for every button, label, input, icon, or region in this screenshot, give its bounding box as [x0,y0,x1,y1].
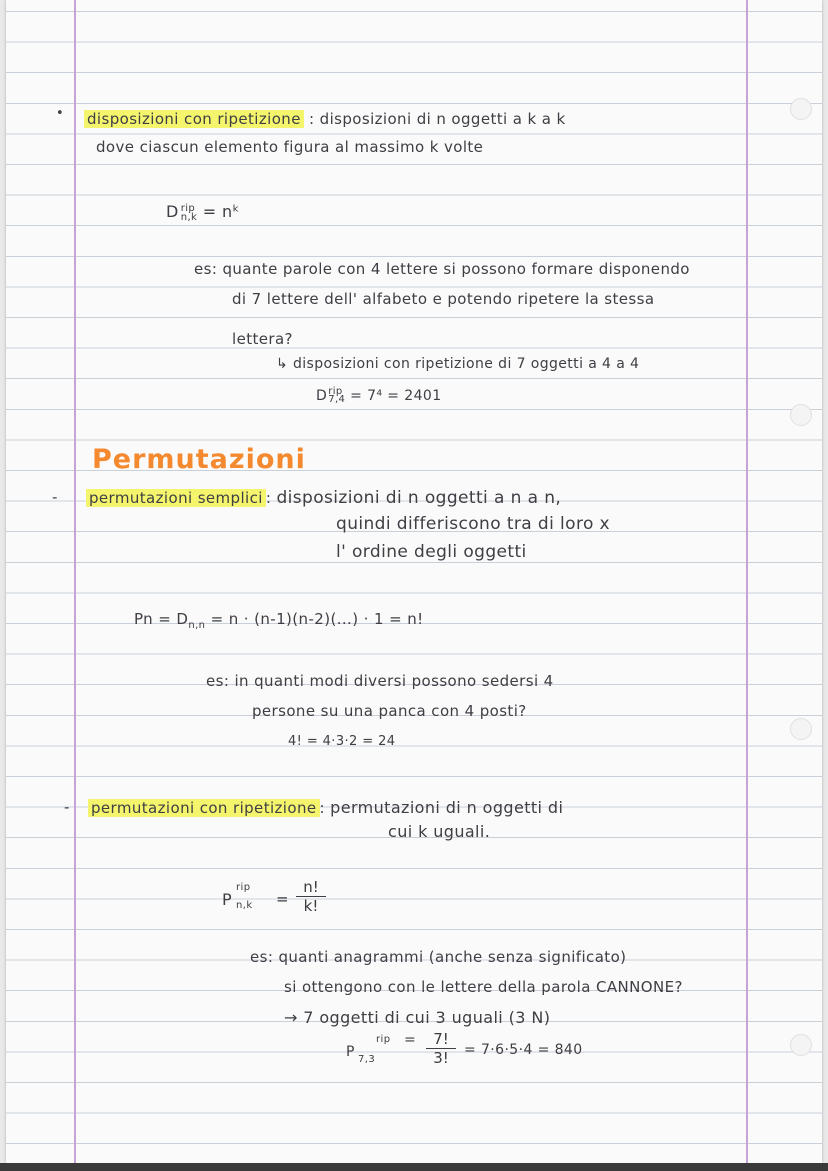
formula-subscript: n,k [180,211,198,223]
formula-superscript: rip [180,202,196,214]
example-line: es: quante parole con 4 lettere si possono formare disponendo [194,260,690,278]
notebook-page [6,0,822,1163]
definition-line: permutazioni di n oggetti di [330,798,564,817]
formula-equals: = [276,890,289,908]
formula-rhs: = 7⁴ = 2401 [350,388,442,404]
term-highlight: disposizioni con ripetizione [84,110,304,128]
definition-line: disposizioni di n oggetti a n a n, [276,488,562,508]
formula-rhs: = nᵏ [202,202,240,221]
definition-separator: : [309,110,315,128]
binder-hole [790,98,812,120]
heading-permutazioni-ripetizione [88,798,563,817]
formula-symbol: P [346,1044,355,1060]
fraction-numerator: n! [296,878,326,897]
formula-fraction [426,1030,456,1067]
heading-disposizioni-ripetizione [84,110,566,128]
formula-superscript: rip [236,882,251,893]
term-highlight: permutazioni con ripetizione [88,799,320,817]
formula-fraction [296,878,326,915]
formula-superscript: rip [376,1034,391,1045]
list-dash: - [52,488,58,506]
formula-subscript: n,k [236,900,253,911]
fraction-denominator: 3! [433,1049,449,1067]
formula-symbol: D [316,388,328,404]
example-line: → 7 oggetti di cui 3 uguali (3 N) [284,1008,551,1027]
definition-line: l' ordine degli oggetti [336,542,527,562]
fraction-denominator: k! [303,897,319,915]
binder-hole [790,1034,812,1056]
fraction-numerator: 7! [426,1030,456,1049]
binder-hole [790,404,812,426]
formula-lhs: Pn = D [134,610,189,628]
example-answer: ↳ disposizioni con ripetizione di 7 oggetti a 4 a 4 [276,356,640,372]
right-margin-line [746,0,748,1163]
list-dash: - [64,798,70,816]
formula-subscript: 7,4 [328,394,346,405]
definition-line: dove ciascun elemento figura al massimo k volte [96,138,484,156]
left-margin-line [74,0,76,1163]
section-title-permutazioni: Permutazioni [92,444,306,475]
formula-permutazioni-ripetizione [222,876,352,926]
example-line: persone su una panca con 4 posti? [252,702,527,720]
example-line: es: in quanti modi diversi possono sedersi 4 [206,672,554,690]
heading-permutazioni-semplici [86,488,561,508]
formula-permutazioni-semplici [134,610,424,631]
definition-separator: : [319,799,325,817]
example-line: si ottengono con le lettere della parola CANNONE? [284,978,683,996]
binder-hole [790,718,812,740]
example-calculation [316,388,442,404]
formula-rhs: = 7·6·5·4 = 840 [464,1042,583,1058]
example-line: es: quanti anagrammi (anche senza significato) [250,948,627,966]
definition-line: cui k uguali. [388,822,491,841]
definition-line: disposizioni di n oggetti a k a k [319,110,566,128]
formula-superscript: rip [328,386,343,397]
definition-line: quindi differiscono tra di loro x [336,514,611,534]
formula-symbol: D [166,202,179,221]
bullet: • [56,106,65,121]
example-line: di 7 lettere dell' alfabeto e potendo ripetere la stessa [232,290,655,308]
formula-subscript: 7,3 [358,1054,376,1065]
example-calculation: 4! = 4·3·2 = 24 [288,734,396,749]
term-highlight: permutazioni semplici [86,489,266,507]
formula-symbol: P [222,890,233,909]
formula-subscript: n,n [188,620,206,631]
formula-equals: = [404,1032,417,1048]
example-line: lettera? [232,330,293,348]
example-calculation [346,1030,666,1086]
formula-disposizioni-ripetizione [166,202,240,222]
formula-rhs: = n · (n-1)(n-2)(...) · 1 = n! [210,610,424,628]
page-bottom-edge [0,1163,828,1171]
definition-separator: : [265,489,272,507]
